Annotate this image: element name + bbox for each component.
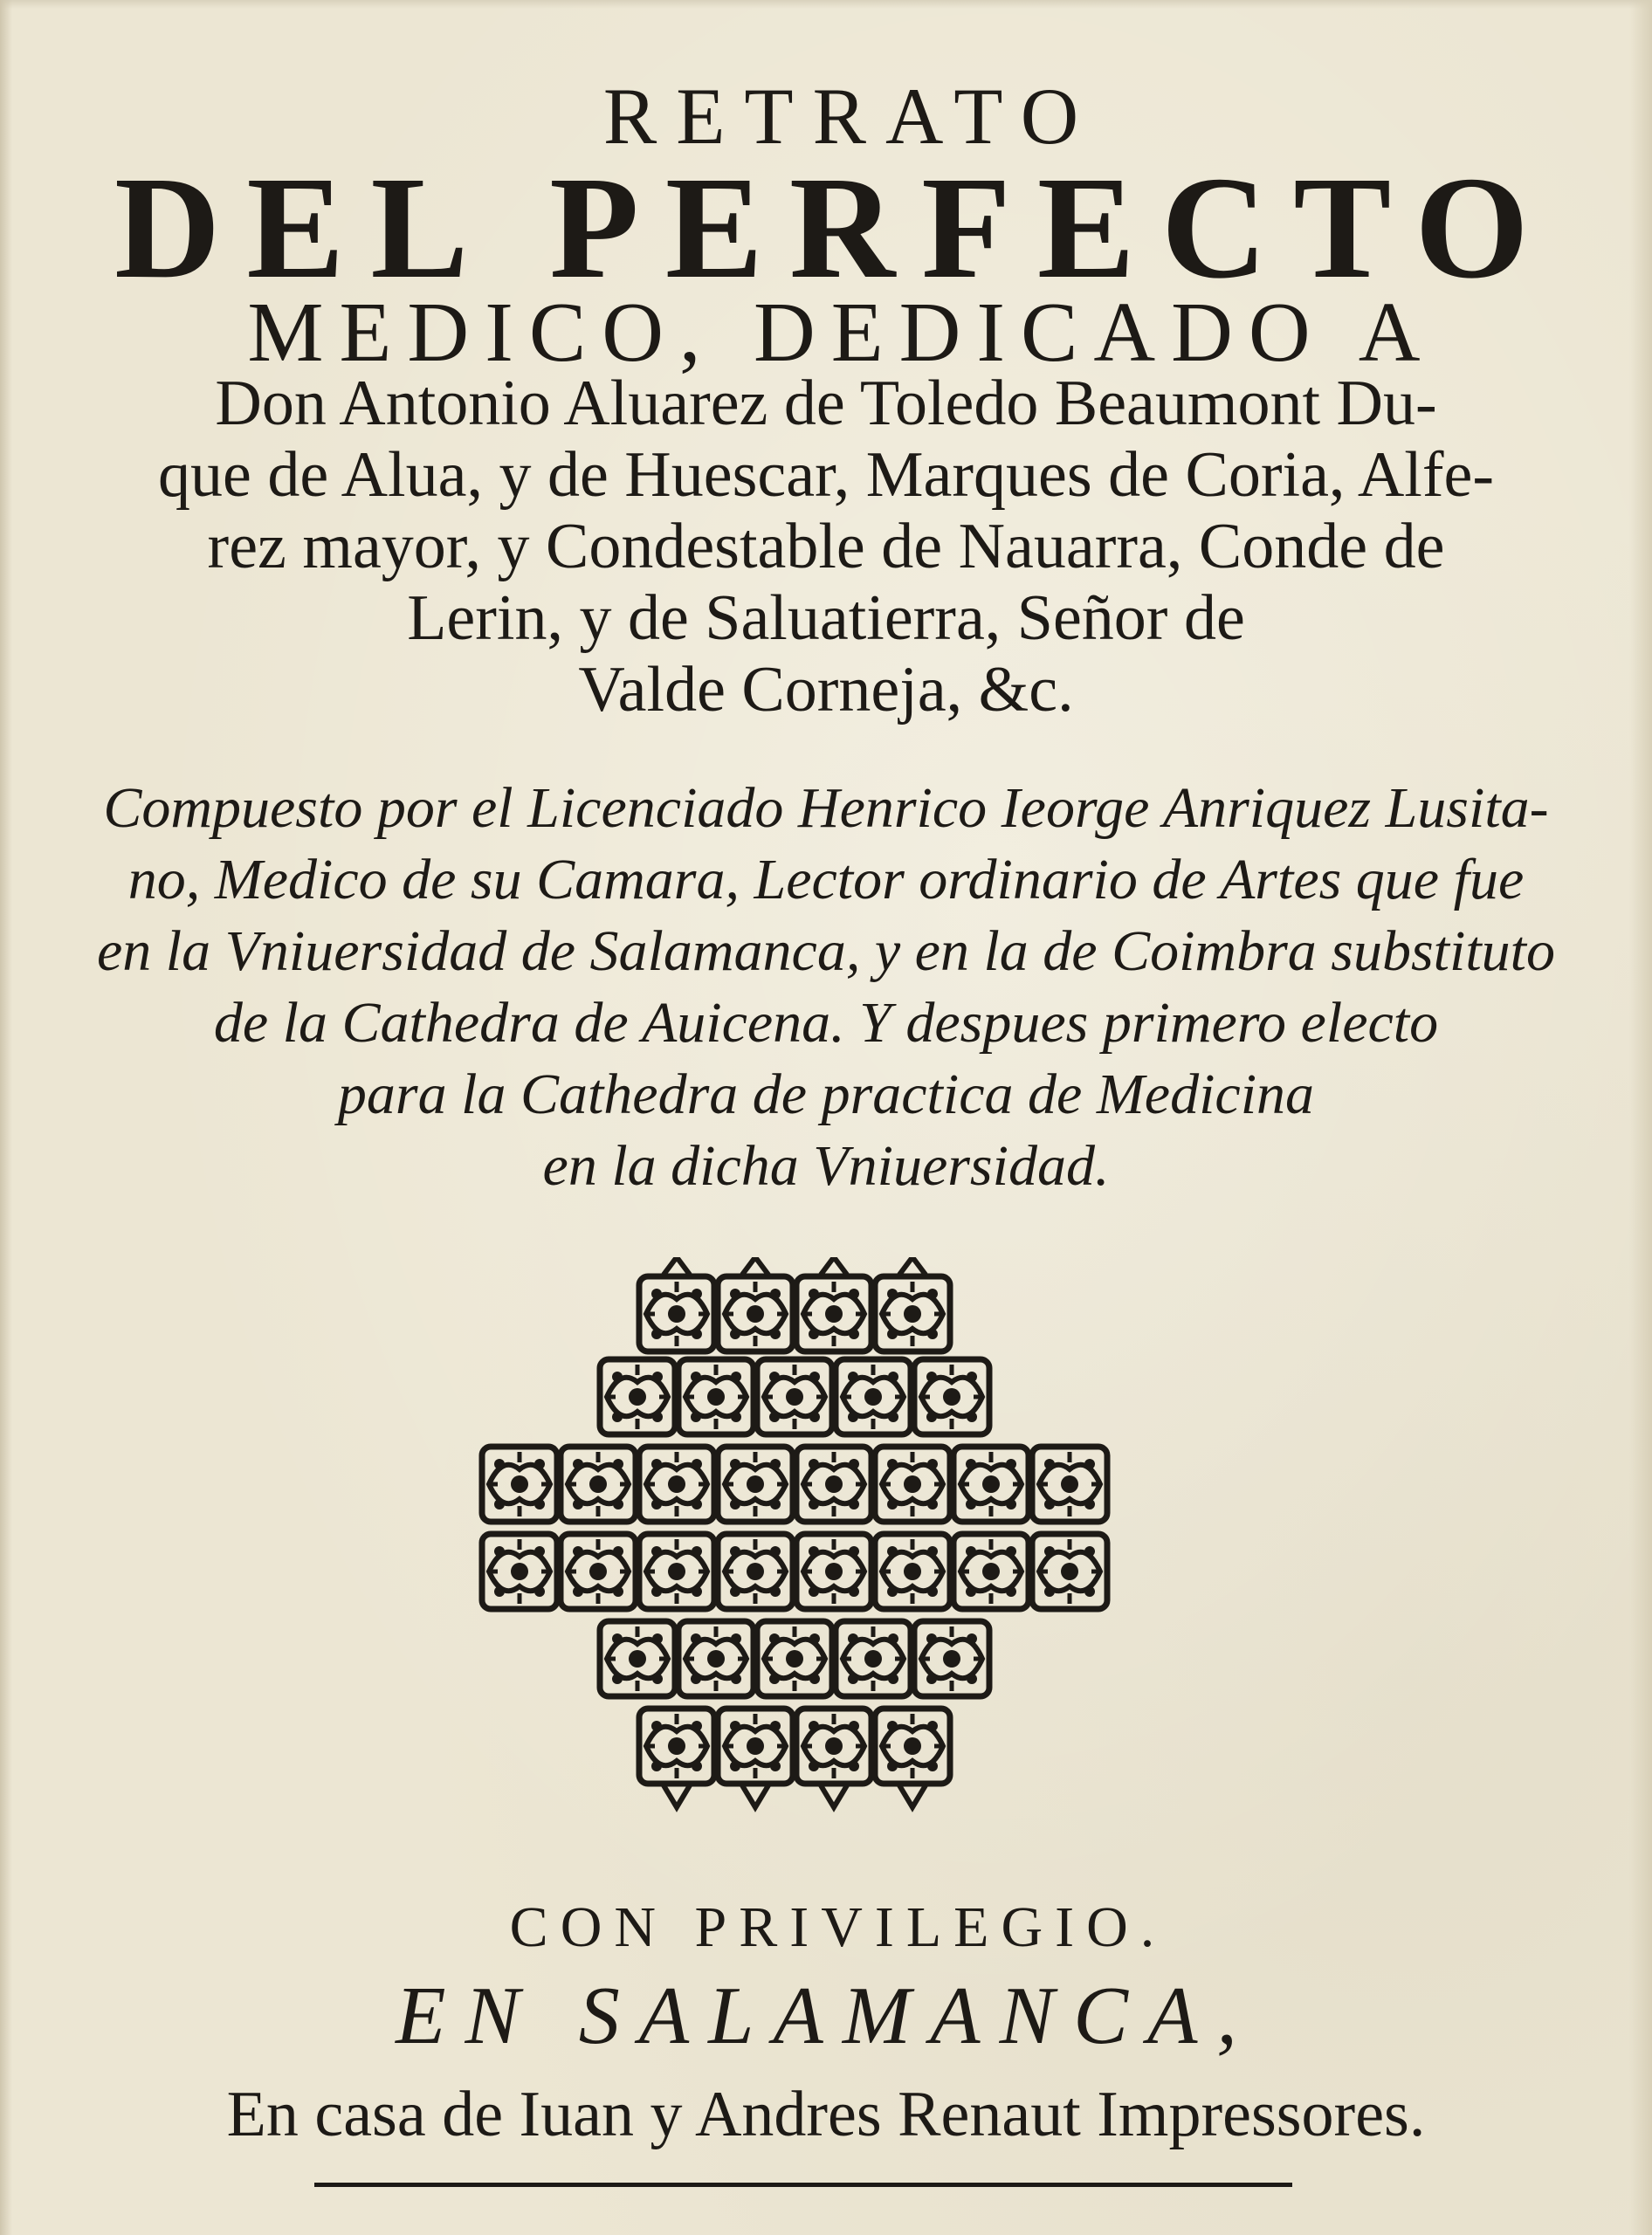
bottom-rule <box>314 2183 1292 2187</box>
author-line: no, Medico de su Camara, Lector ordinario de Artes que fue <box>127 848 1525 911</box>
author-line: en la Vniuersidad de Salamanca, y en la de Coimbra substituto <box>96 919 1555 983</box>
imprint-place: EN SALAMANCA, <box>396 1970 1256 2061</box>
title-line-del-perfecto: DEL PERFECTO <box>114 147 1555 309</box>
dedication-line: rez mayor, y Condestable de Nauarra, Conde de <box>207 511 1445 582</box>
privilege-notice: CON PRIVILEGIO. <box>509 1895 1167 1959</box>
title-line-retrato: RETRATO <box>602 72 1098 161</box>
author-line: de la Cathedra de Auicena. Y despues primero electo <box>213 991 1439 1055</box>
dedication-line: Valde Corneja, &c. <box>578 654 1074 726</box>
title-line-medico-dedicado: MEDICO, DEDICADO A <box>247 285 1436 380</box>
printers-ornament-icon <box>454 1257 1135 1886</box>
author-line: para la Cathedra de practica de Medicina <box>337 1062 1315 1126</box>
page-edge-top <box>0 0 1652 9</box>
dedication-line: Lerin, y de Saluatierra, Señor de <box>407 582 1245 654</box>
dedication-line: que de Alua, y de Huescar, Marques de Coria, Alfe- <box>158 439 1494 511</box>
author-line: en la dicha Vniuersidad. <box>542 1134 1110 1198</box>
imprint-printer: En casa de Iuan y Andres Renaut Impressores. <box>226 2079 1426 2150</box>
dedication-line: Don Antonio Aluarez de Toledo Beaumont Du- <box>215 368 1437 439</box>
author-line: Compuesto por el Licenciado Henrico Ieorge Anriquez Lusita- <box>103 776 1549 840</box>
